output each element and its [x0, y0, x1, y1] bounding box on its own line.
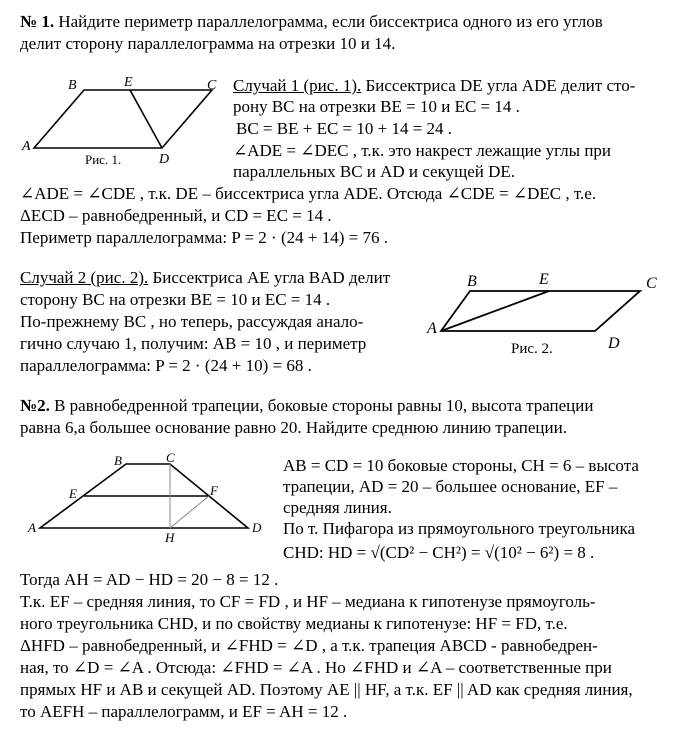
case1-line2: рону BC на отрезки BE = 10 и EC = 14 .	[233, 97, 520, 116]
problem1-statement-line2: делит сторону параллелограмма на отрезки 10 и 14.	[20, 34, 396, 53]
case1-line4: ∠ADE = ∠DEC , т.к. это накрест лежащие углы при	[233, 141, 612, 160]
label-c-2: C	[646, 275, 657, 292]
label-e: E	[124, 75, 133, 90]
case2-line2: сторону BC на отрезки BE = 10 и EC = 14 .	[20, 290, 331, 309]
case2-line1: Случай 2 (рис. 2). Биссектриса AE угла BAD делит	[20, 268, 391, 287]
problem2-solution-line3: средняя линия.	[283, 498, 392, 517]
case1-line6: ∠ADE = ∠CDE , т.к. DE – биссектриса угла ADE. Отсюда ∠CDE = ∠DEC , т.е.	[20, 184, 597, 203]
problem2-solution-line11: прямых HF и AB и секущей AD. Поэтому AE || HF, а т.к. EF || AD как средняя линия,	[20, 680, 633, 699]
problem2-solution-line6: Тогда AH = AD − HD = 20 − 8 = 12 .	[20, 570, 279, 589]
problem2-solution-line9: ΔHFD – равнобедренный, и ∠FHD = ∠D , а т.к. трапеция ABCD - равнобедрен-	[20, 636, 598, 655]
label-e-3: E	[69, 486, 77, 501]
bisector-de	[130, 90, 162, 148]
problem2-statement-line1: №2. В равнобедренной трапеции, боковые стороны равны 10, высота трапеции	[20, 396, 594, 415]
label-c: C	[207, 78, 217, 93]
problem2-solution-line4: По т. Пифагора из прямоугольного треугольника	[283, 519, 636, 538]
label-a: A	[22, 139, 31, 154]
problem2-solution-line2: трапеции, AD = 20 – большее основание, EF –	[283, 477, 618, 496]
label-h-3: H	[165, 530, 175, 545]
parallelogram-abcd-2	[441, 291, 640, 331]
case1-heading: Случай 1 (рис. 1).	[233, 76, 362, 95]
label-c-3: C	[166, 450, 175, 465]
case1-line3: BC = BE + EC = 10 + 14 = 24 .	[236, 119, 453, 138]
label-f-3: F	[210, 483, 218, 498]
problem2-solution-line12: то AEFH – параллелограмм, и EF = AH = 12 .	[20, 702, 348, 721]
case1-line1: Случай 1 (рис. 1). Биссектриса DE угла ADE делит сто-	[233, 76, 636, 95]
figure-2-caption: Рис. 2.	[511, 341, 553, 357]
label-b-3: B	[114, 453, 122, 468]
label-d-3: D	[252, 520, 262, 535]
problem1-number: № 1.	[20, 12, 55, 31]
problem2-solution-line1: AB = CD = 10 боковые стороны, CH = 6 – высота	[283, 456, 639, 475]
label-d-2: D	[608, 335, 620, 352]
figure-1-parallelogram	[20, 74, 240, 174]
problem1-statement-line1: № 1. Найдите периметр параллелограмма, если биссектриса одного из его углов	[20, 12, 603, 31]
problem2-statement-line2: равна 6,а большее основание равно 20. Найдите среднюю линию трапеции.	[20, 418, 567, 437]
case2-heading: Случай 2 (рис. 2).	[20, 268, 149, 287]
figure-1-caption: Рис. 1.	[85, 152, 122, 167]
label-d: D	[159, 152, 170, 167]
problem2-solution-line8: ного треугольника CHD, и по свойству медианы к гипотенузе: HF = FD, т.е.	[20, 614, 568, 633]
case1-line5: параллельных BC и AD и секущей DE.	[233, 162, 515, 181]
label-a-2: A	[427, 320, 437, 337]
case2-line5: параллелограмма: P = 2 · (24 + 10) = 68 .	[20, 356, 312, 375]
figure-2-parallelogram	[425, 266, 665, 362]
case1-line7: ΔECD – равнобедренный, и CD = EC = 14 .	[20, 206, 332, 225]
label-e-2: E	[539, 271, 549, 288]
label-b-2: B	[467, 273, 477, 290]
label-a-3: A	[28, 520, 36, 535]
case2-line3: По-прежнему BC , но теперь, рассуждая анало-	[20, 312, 364, 331]
label-b: B	[68, 78, 77, 93]
parallelogram-abcd	[34, 90, 212, 148]
figure-trapezoid	[20, 450, 270, 550]
problem2-number: №2.	[20, 396, 50, 415]
case1-line8: Периметр параллелограмма: P = 2 · (24 + 14) = 76 .	[20, 228, 388, 247]
case2-line4: гично случаю 1, получим: AB = 10 , и периметр	[20, 334, 367, 353]
median-hf	[170, 496, 209, 528]
bisector-ae	[441, 291, 549, 331]
problem2-solution-line5: CHD: HD = √(CD² − CH²) = √(10² − 6²) = 8 .	[283, 543, 595, 562]
problem2-solution-line7: Т.к. EF – средняя линия, то CF = FD , и HF – медиана к гипотенузе прямоуголь-	[20, 592, 596, 611]
problem2-solution-line10: ная, то ∠D = ∠A . Отсюда: ∠FHD = ∠A . Но ∠FHD и ∠A – соответственные при	[20, 658, 612, 677]
